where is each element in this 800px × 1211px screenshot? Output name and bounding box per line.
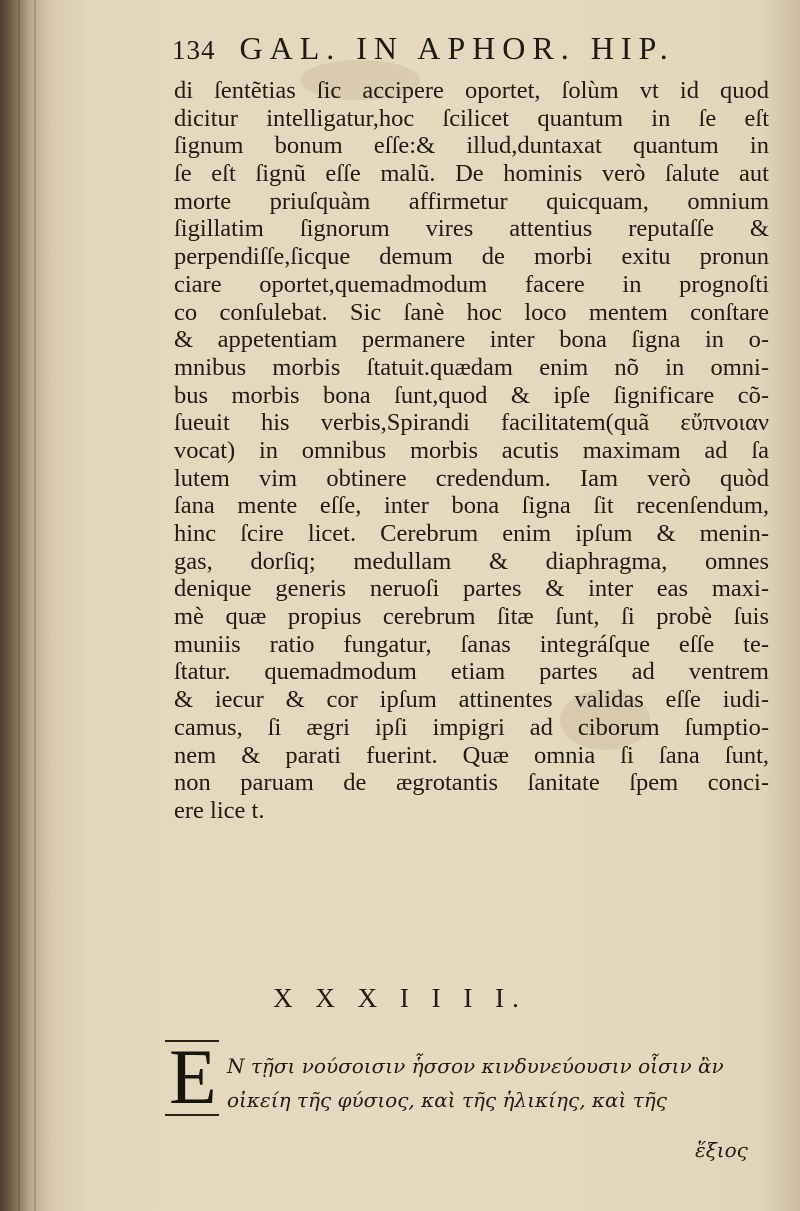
drop-cap-initial: E [169, 1033, 217, 1120]
text-line: ſana mente eſſe, inter bona ſigna ſit recenſendum, [174, 492, 769, 520]
text-line: ere lice t. [174, 796, 265, 824]
initial-frame [165, 1033, 219, 1120]
text-line: denique generis neruoſi partes & inter eas maxi- [174, 575, 769, 603]
page-number: 134 [172, 35, 216, 65]
running-title: GAL. IN APHOR. HIP. [239, 30, 675, 66]
text-line: gas, dorſiq; medullam & diaphragma, omnes [174, 547, 769, 575]
greek-line: ἕξιος [695, 1138, 748, 1162]
greek-line: οἰκείη τῆς φύσιος, καὶ τῆς ἡλικίης, καὶ τῆς [227, 1088, 667, 1112]
text-line: ſtatur. quemadmodum etiam partes ad ventrem [174, 658, 769, 686]
text-line: lutem vim obtinere credendum. Iam verò quòd [174, 464, 769, 492]
gutter-shadow [18, 0, 20, 1211]
text-line: perpendiſſe,ſicque demum de morbi exitu pronun [174, 243, 769, 271]
text-line: muniis ratio fungatur, ſanas integráſque eſſe te- [174, 630, 769, 658]
text-line: mnibus morbis ſtatuit.quædam enim nõ in omni- [174, 353, 769, 381]
text-line: ſueuit his verbis,Spirandi facilitatem(quã εὔπνοιαν [174, 409, 769, 437]
gutter-edge [34, 0, 36, 1211]
greek-aphorism [165, 1033, 775, 1170]
running-head [172, 30, 772, 67]
text-line: mè quæ propius cerebrum ſitæ ſunt, ſi probè ſuis [174, 603, 769, 631]
commentary-text [174, 77, 769, 825]
text-line: camus, ſi ægri ipſi impigri ad ciborum ſumptio- [174, 713, 769, 741]
text-line: ſigillatim ſignorum vires attentius reputaſſe & [174, 215, 769, 243]
aphorism-number: X X X I I I I. [273, 983, 527, 1013]
text-line: morte priuſquàm affirmetur quicquam, omnium [174, 187, 769, 215]
text-line: ſignum bonum eſſe:& illud,duntaxat quantum in [174, 132, 769, 160]
text-line: hinc ſcire licet. Cerebrum enim ipſum & menin- [174, 520, 769, 547]
text-line: bus morbis bona ſunt,quod & ipſe ſignificare cõ- [174, 381, 769, 409]
text-line: & iecur & cor ipſum attinentes validas eſſe iudi- [174, 686, 769, 714]
text-line: ſe eſt ſignũ eſſe malũ. De hominis verò ſalute aut [174, 160, 769, 188]
text-line: nem & parati fuerint. Quæ omnia ſi ſana ſunt, [174, 741, 769, 769]
text-line: & appetentiam permanere inter bona ſigna in o- [174, 326, 769, 354]
text-line: co conſulebat. Sic ſanè hoc loco mentem conſtare [174, 298, 769, 326]
text-line: vocat) in omnibus morbis acutis maximam ad ſa [174, 436, 769, 464]
text-line: dicitur intelligatur,hoc ſcilicet quantum in ſe eſt [174, 104, 769, 132]
text-line: di ſentẽtias ſic accipere oportet, ſolùm vt id quod [174, 77, 769, 104]
greek-line: Ν τῇσι νούσοισιν ἧσσον κινδυνεύουσιν οἷσιν ἂν [227, 1054, 724, 1078]
text-line: non paruam de ægrotantis ſanitate ſpem conci- [174, 769, 769, 797]
text-line: ciare oportet,quemadmodum facere in prognoſti [174, 270, 769, 298]
